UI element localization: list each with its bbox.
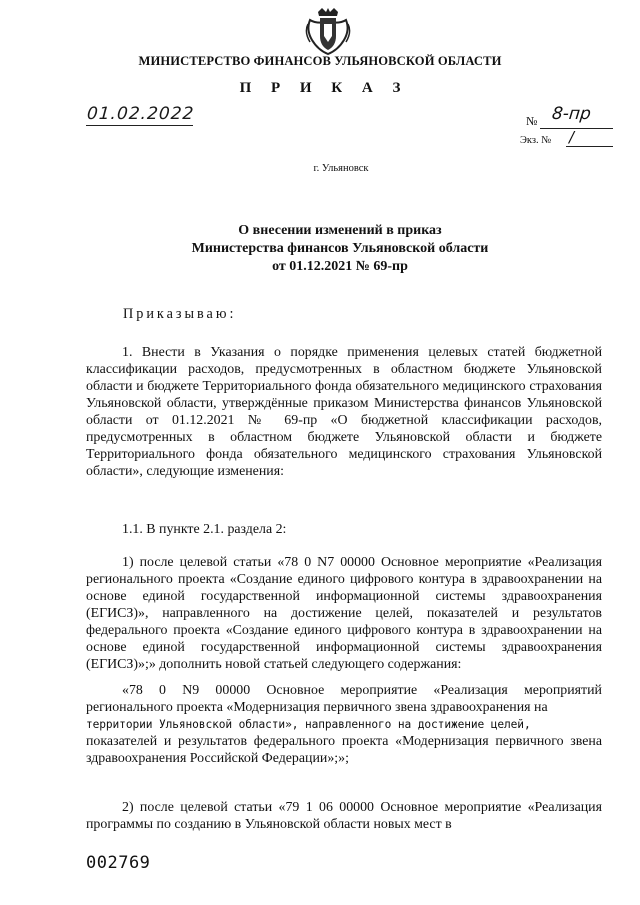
new-article-start: «78 0 N9 00000 Основное мероприятие «Реализация мероприятий регионального проекта «Модернизация первичного звена здравоохранения на bbox=[86, 683, 602, 715]
copy-number-label: Экз. № bbox=[520, 135, 552, 146]
title-line-3: от 01.12.2021 № 69-пр bbox=[272, 259, 408, 274]
date-underline bbox=[86, 125, 193, 126]
order-title bbox=[0, 222, 640, 276]
new-article-end: показателей и результатов федерального проекта «Модернизация первичного звена здравоохранения Российской Федерации»;»; bbox=[86, 734, 602, 766]
title-line-1: О внесении изменений в приказ bbox=[238, 223, 442, 238]
new-article-typed-line: территории Ульяновской области», направленного на достижение целей, bbox=[86, 718, 531, 731]
city-name: г. Ульяновск bbox=[313, 163, 369, 174]
document-type: П Р И К А З bbox=[239, 80, 409, 96]
ordering-phrase: Приказываю: bbox=[123, 306, 237, 322]
paragraph-1: 1. Внести в Указания о порядке применения целевых статей бюджетной классификации расходов, предусмотренных в областном бюджете Ульяновской области и бюджете Территориального фонда обязательного медицинского страхования Ульяновской области, утверждённые приказом Министерства финансов Ульяновской области от 01.12.2021 № 69-пр «О бюджетной классификации расходов, предусмотренных в областном бюджете Ульяновской области и бюджете Территориального фонда обязательного медицинского страхования Ульяновской области», следующие изменения: bbox=[86, 345, 602, 479]
paragraph-new-article bbox=[86, 682, 602, 767]
paragraph-1-1-item-2: 2) после целевой статьи «79 1 06 00000 Основное мероприятие «Реализация программы по созданию в Ульяновской области новых мест в bbox=[86, 800, 602, 832]
handwritten-number: 8-пр bbox=[550, 104, 592, 124]
document-code: 002769 bbox=[86, 853, 151, 873]
title-line-2: Министерства финансов Ульяновской области bbox=[191, 241, 489, 256]
paragraph-1-1: 1.1. В пункте 2.1. раздела 2: bbox=[122, 522, 287, 537]
handwritten-date: 01.02.2022 bbox=[86, 104, 196, 124]
copy-number-mark: / bbox=[569, 128, 575, 146]
coat-of-arms-emblem bbox=[304, 6, 352, 56]
number-label: № bbox=[526, 114, 538, 128]
ministry-name: МИНИСТЕРСТВО ФИНАНСОВ УЛЬЯНОВСКОЙ ОБЛАСТИ bbox=[138, 54, 502, 68]
number-underline bbox=[540, 128, 613, 129]
paragraph-1-1-item-1: 1) после целевой статьи «78 0 N7 00000 Основное мероприятие «Реализация регионального проекта «Создание единого цифрового контура в здравоохранении на основе единой государственной информационной системы здравоохранения (ЕГИСЗ)», направленного на достижение целей, показателей и результатов федерального проекта «Создание единого цифрового контура в здравоохранении на основе единой государственной информационной системы здравоохранения (ЕГИСЗ)»;» дополнить новой статьей следующего содержания: bbox=[86, 555, 602, 672]
copy-underline bbox=[566, 146, 613, 147]
